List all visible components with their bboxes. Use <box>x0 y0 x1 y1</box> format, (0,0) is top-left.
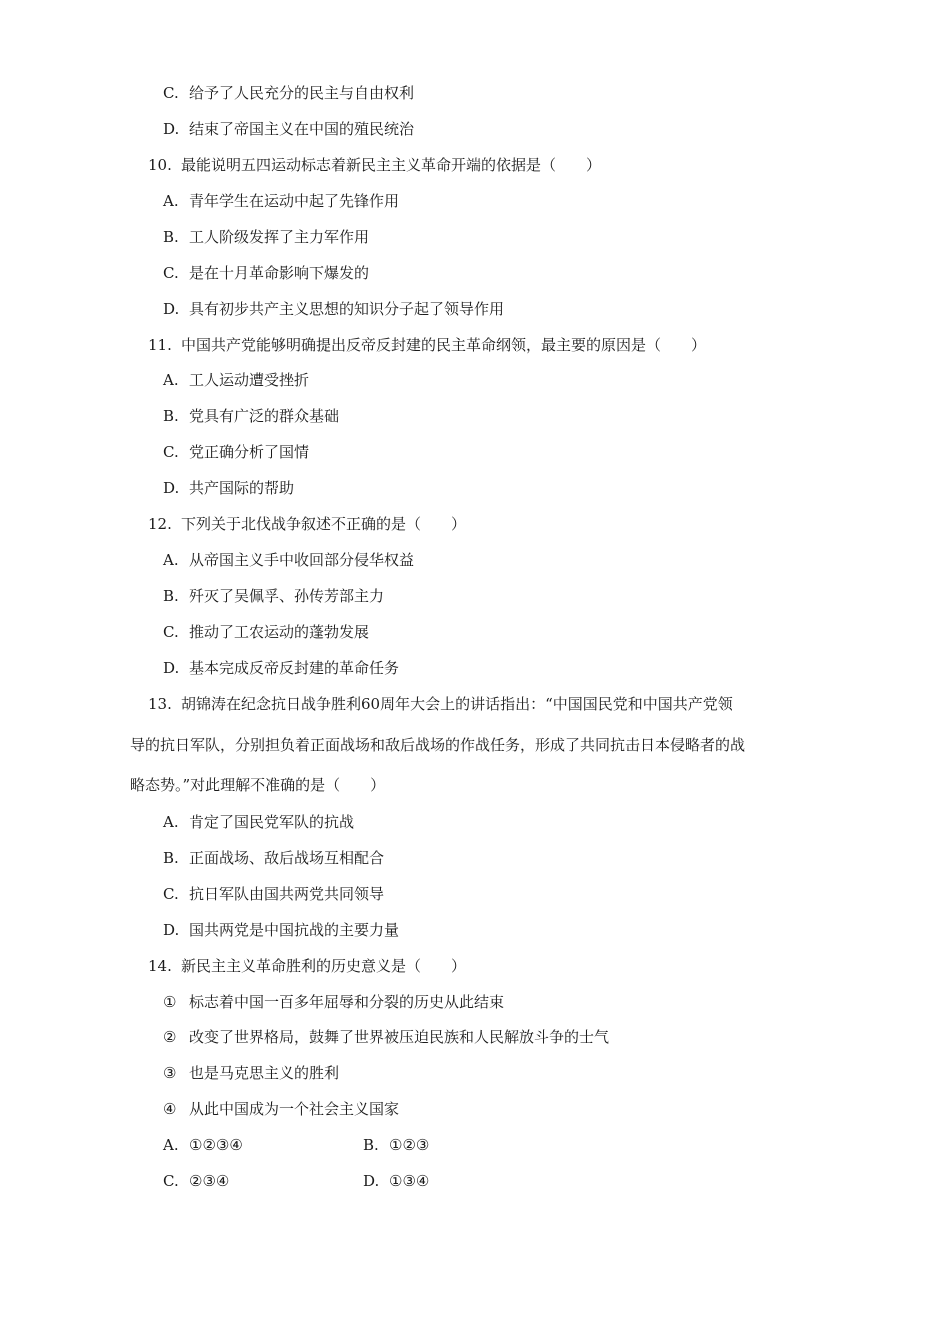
q10-option-d <box>163 299 504 319</box>
option-label: D. <box>363 1172 380 1190</box>
option-label: C. <box>163 1172 179 1190</box>
q13-option-d <box>163 920 399 940</box>
q14-option-b <box>363 1135 429 1155</box>
question-number: 12. <box>148 515 172 533</box>
option-text: 给予了人民充分的民主与自由权利 <box>189 84 415 102</box>
option-label: A. <box>163 551 179 569</box>
option-text: 从帝国主义手中收回部分侵华权益 <box>189 551 415 569</box>
option-text: 基本完成反帝反封建的革命任务 <box>189 659 400 677</box>
q11-option-d <box>163 478 294 498</box>
question-10-stem <box>148 155 601 175</box>
question-12-stem <box>148 514 466 534</box>
option-label: A. <box>163 813 179 831</box>
q11-option-b <box>163 406 339 426</box>
option-label: C. <box>163 623 179 641</box>
q13-option-c <box>163 884 384 904</box>
question-text: 下列关于北伐战争叙述不正确的是（ ） <box>181 515 467 533</box>
option-text: ①③④ <box>389 1172 430 1190</box>
question-11-stem <box>148 335 706 355</box>
option-text: 歼灭了吴佩孚、孙传芳部主力 <box>189 587 385 605</box>
option-label: C. <box>163 885 179 903</box>
option-text: ①②③ <box>389 1136 430 1154</box>
option-text: ①②③④ <box>189 1136 243 1154</box>
option-text: 党具有广泛的群众基础 <box>189 407 340 425</box>
option-text: ②③④ <box>189 1172 230 1190</box>
q14-option-c <box>163 1171 229 1191</box>
question-13-stem-line2: 导的抗日军队，分别担负着正面战场和敌后战场的作战任务，形成了共同抗击日本侵略者的战 <box>130 736 746 754</box>
option-label: B. <box>163 407 179 425</box>
q14-option-d <box>363 1171 429 1191</box>
question-text: 最能说明五四运动标志着新民主主义革命开端的依据是（ ） <box>181 156 602 174</box>
question-number: 13. <box>148 695 172 713</box>
option-label: D. <box>163 921 180 939</box>
question-number: 10. <box>148 156 172 174</box>
option-text: 正面战场、敌后战场互相配合 <box>189 849 385 867</box>
statement-mark: ① <box>163 993 177 1011</box>
question-text: 胡锦涛在纪念抗日战争胜利60周年大会上的讲话指出：“中国国民党和中国共产党领 <box>181 695 733 713</box>
option-label: D. <box>163 300 180 318</box>
question-text: 中国共产党能够明确提出反帝反封建的民主革命纲领，最主要的原因是（ ） <box>181 336 707 354</box>
statement-mark: ③ <box>163 1064 177 1082</box>
option-text: 国共两党是中国抗战的主要力量 <box>189 921 400 939</box>
q11-option-c <box>163 442 309 462</box>
option-text: 工人阶级发挥了主力军作用 <box>189 228 370 246</box>
q12-option-d <box>163 658 399 678</box>
option-label: B. <box>363 1136 379 1154</box>
q11-option-a <box>163 370 309 390</box>
option-text: 结束了帝国主义在中国的殖民统治 <box>189 120 415 138</box>
option-label: A. <box>163 371 179 389</box>
statement-text: 标志着中国一百多年屈辱和分裂的历史从此结束 <box>189 993 505 1011</box>
option-label: A. <box>163 1136 179 1154</box>
q14-statement-1 <box>163 992 504 1012</box>
q14-statement-2 <box>163 1027 609 1047</box>
statement-text: 也是马克思主义的胜利 <box>189 1064 340 1082</box>
question-number: 11. <box>148 336 172 354</box>
statement-text: 改变了世界格局，鼓舞了世界被压迫民族和人民解放斗争的士气 <box>189 1028 610 1046</box>
q12-option-b <box>163 586 384 606</box>
q14-statement-4 <box>163 1099 399 1119</box>
question-number: 14. <box>148 957 172 975</box>
option-text: 肯定了国民党军队的抗战 <box>189 813 355 831</box>
option-text: 推动了工农运动的蓬勃发展 <box>189 623 370 641</box>
question-text: 新民主主义革命胜利的历史意义是（ ） <box>181 957 467 975</box>
option-label: B. <box>163 587 179 605</box>
q10-option-a <box>163 191 399 211</box>
question-13-stem-line3: 略态势。”对此理解不准确的是（ ） <box>130 776 386 794</box>
option-text: 是在十月革命影响下爆发的 <box>189 264 370 282</box>
q14-statement-3 <box>163 1063 339 1083</box>
option-text: 党正确分析了国情 <box>189 443 310 461</box>
q13-option-a <box>163 812 354 832</box>
option-text: 抗日军队由国共两党共同领导 <box>189 885 385 903</box>
option-label: D. <box>163 659 180 677</box>
option-label: D. <box>163 479 180 497</box>
q10-option-b <box>163 227 369 247</box>
option-label: D. <box>163 120 180 138</box>
q9-option-d <box>163 119 414 139</box>
q10-option-c <box>163 263 369 283</box>
statement-mark: ② <box>163 1028 177 1046</box>
option-text: 共产国际的帮助 <box>189 479 295 497</box>
statement-text: 从此中国成为一个社会主义国家 <box>189 1100 400 1118</box>
question-14-stem <box>148 956 466 976</box>
option-text: 青年学生在运动中起了先锋作用 <box>189 192 400 210</box>
question-13-stem-line1 <box>148 694 733 714</box>
statement-mark: ④ <box>163 1100 177 1118</box>
option-label: B. <box>163 849 179 867</box>
q13-option-b <box>163 848 384 868</box>
option-label: C. <box>163 84 179 102</box>
option-label: A. <box>163 192 179 210</box>
q12-option-a <box>163 550 414 570</box>
option-label: C. <box>163 443 179 461</box>
q14-option-a <box>163 1135 243 1155</box>
q12-option-c <box>163 622 369 642</box>
option-label: C. <box>163 264 179 282</box>
option-label: B. <box>163 228 179 246</box>
option-text: 工人运动遭受挫折 <box>189 371 310 389</box>
option-text: 具有初步共产主义思想的知识分子起了领导作用 <box>189 300 505 318</box>
q9-option-c <box>163 83 414 103</box>
